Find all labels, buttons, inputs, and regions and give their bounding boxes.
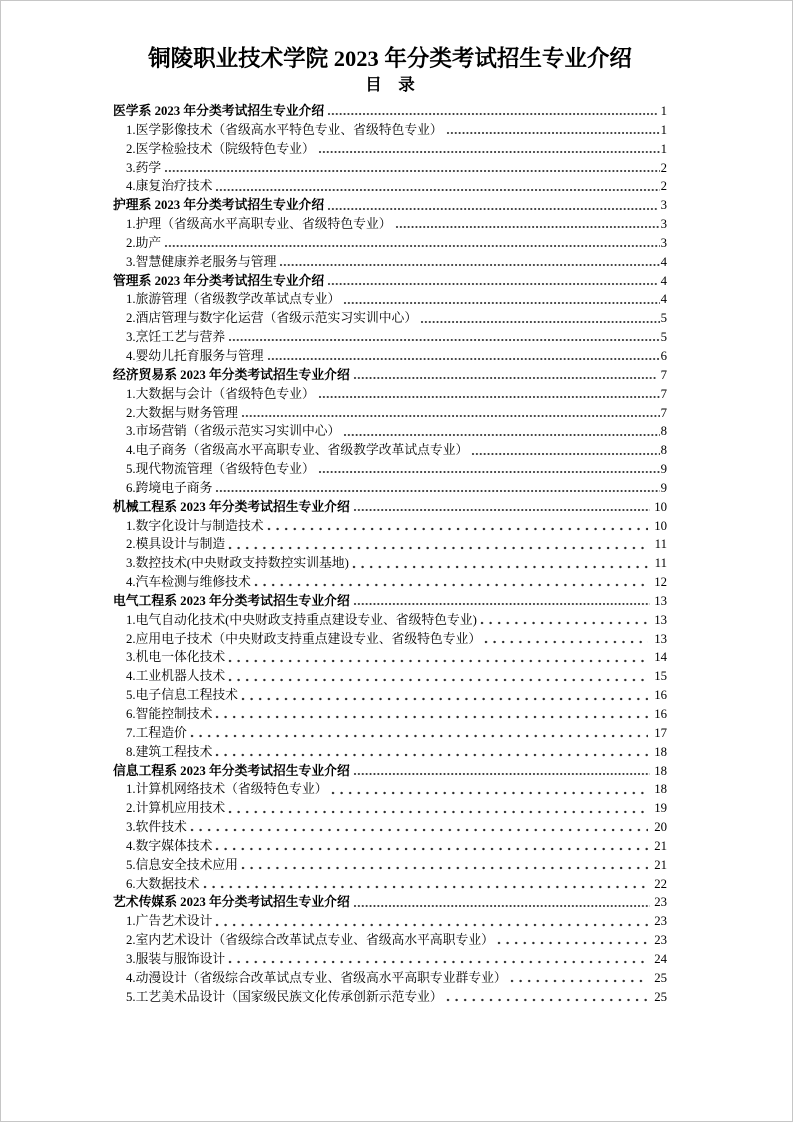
toc-item-entry[interactable] <box>113 554 667 573</box>
dot-leader <box>279 262 659 268</box>
toc-section-entry[interactable] <box>113 592 667 611</box>
dot-leader <box>510 978 648 984</box>
dot-leader <box>484 639 648 645</box>
page-number: 16 <box>654 688 667 703</box>
entry-label: 3.软件技术 <box>126 820 187 835</box>
toc-item-entry[interactable] <box>113 630 667 649</box>
entry-label: 4.汽车检测与维修技术 <box>126 575 251 590</box>
page-number: 13 <box>654 593 667 608</box>
entry-label: 4.数字媒体技术 <box>126 838 213 853</box>
page-number: 2 <box>660 160 667 175</box>
toc-item-entry[interactable] <box>113 253 667 272</box>
dot-leader <box>228 809 648 815</box>
page-number: 13 <box>654 631 667 646</box>
entry-label: 8.建筑工程技术 <box>126 744 213 759</box>
entry-label: 1.护理（省级高水平高职专业、省级特色专业） <box>126 217 392 232</box>
dot-leader <box>215 714 648 720</box>
entry-label: 信息工程系 2023 年分类考试招生专业介绍 <box>113 763 350 778</box>
dot-leader <box>471 451 659 457</box>
toc-item-entry[interactable] <box>113 573 667 592</box>
entry-label: 2.酒店管理与数字化运营（省级示范实习实训中心） <box>126 311 418 326</box>
entry-label: 1.医学影像技术（省级高水平特色专业、省级特色专业） <box>126 122 443 137</box>
page-number: 3 <box>660 217 667 232</box>
document-title: 铜陵职业技术学院 2023 年分类考试招生专业介绍 <box>148 46 632 71</box>
entry-label: 5.现代物流管理（省级特色专业） <box>126 462 315 477</box>
dot-leader <box>343 300 659 306</box>
toc-item-entry[interactable] <box>113 705 667 724</box>
dot-leader <box>446 130 660 136</box>
entry-label: 2.室内艺术设计（省级综合改革试点专业、省级高水平高职专业） <box>126 933 494 948</box>
dot-leader <box>318 149 660 155</box>
page-number: 1 <box>660 122 667 137</box>
page-number: 18 <box>654 782 667 797</box>
page-number: 21 <box>654 857 667 872</box>
dot-leader <box>480 620 648 626</box>
toc-item-entry[interactable] <box>113 215 667 234</box>
table-of-contents <box>113 102 667 1007</box>
dot-leader <box>420 319 659 325</box>
page-number: 9 <box>660 462 667 477</box>
entry-label: 1.旅游管理（省级教学改革试点专业） <box>126 292 341 307</box>
page-number: 25 <box>654 970 667 985</box>
dot-leader <box>190 827 648 833</box>
page-number: 20 <box>654 820 667 835</box>
entry-label: 1.数字化设计与制造技术 <box>126 518 264 533</box>
entry-label: 3.机电一体化技术 <box>126 650 226 665</box>
toc-item-entry[interactable] <box>113 799 667 818</box>
page-number: 22 <box>654 876 667 891</box>
page-number: 11 <box>654 537 667 552</box>
page-number: 1 <box>660 141 667 156</box>
toc-section-entry[interactable] <box>113 272 667 291</box>
dot-leader <box>228 959 648 965</box>
page-number: 1 <box>660 104 667 118</box>
dot-leader <box>353 375 657 381</box>
dot-leader <box>446 997 648 1003</box>
dot-leader <box>215 846 648 852</box>
entry-label: 1.大数据与会计（省级特色专业） <box>126 386 315 401</box>
entry-label: 艺术传媒系 2023 年分类考试招生专业介绍 <box>113 895 350 910</box>
dot-leader <box>228 658 648 664</box>
entry-label: 4.婴幼儿托育服务与管理 <box>126 348 264 363</box>
page-number: 9 <box>660 480 667 495</box>
toc-item-entry[interactable] <box>113 479 667 498</box>
dot-leader <box>353 601 650 607</box>
dot-leader <box>327 206 656 212</box>
toc-section-entry[interactable] <box>113 366 667 385</box>
dot-leader <box>164 168 659 174</box>
dot-leader <box>318 469 660 475</box>
entry-label: 2.医学检验技术（院级特色专业） <box>126 141 315 156</box>
dot-leader <box>331 790 649 796</box>
entry-label: 4.康复治疗技术 <box>126 179 213 194</box>
toc-item-entry[interactable] <box>113 667 667 686</box>
entry-label: 6.智能控制技术 <box>126 707 213 721</box>
toc-item-entry[interactable] <box>113 347 667 366</box>
entry-label: 2.助产 <box>126 235 162 250</box>
entry-label: 5.信息安全技术应用 <box>126 857 238 872</box>
toc-item-entry[interactable] <box>113 328 667 347</box>
page-number: 23 <box>654 914 667 929</box>
entry-label: 6.大数据技术 <box>126 876 200 891</box>
toc-section-entry[interactable] <box>113 893 667 912</box>
toc-item-entry[interactable] <box>113 743 667 762</box>
entry-label: 经济贸易系 2023 年分类考试招生专业介绍 <box>113 367 350 382</box>
page-number: 23 <box>654 933 667 948</box>
page-number: 15 <box>654 669 667 684</box>
page-number: 10 <box>654 499 667 514</box>
page-number: 2 <box>660 179 667 194</box>
dot-leader <box>241 696 648 702</box>
toc-item-entry[interactable] <box>113 309 667 328</box>
page-number: 7 <box>660 405 667 420</box>
entry-label: 2.模具设计与制造 <box>126 537 226 552</box>
entry-label: 4.工业机器人技术 <box>126 669 226 684</box>
dot-leader <box>352 564 649 570</box>
dot-leader <box>228 337 659 343</box>
dot-leader <box>228 677 648 683</box>
dot-leader <box>497 940 648 946</box>
entry-label: 5.工艺美术品设计（国家级民族文化传承创新示范专业） <box>126 989 443 1004</box>
toc-item-entry[interactable] <box>113 780 667 799</box>
toc-item-entry[interactable] <box>113 517 667 536</box>
entry-label: 机械工程系 2023 年分类考试招生专业介绍 <box>113 499 350 514</box>
toc-item-entry[interactable] <box>113 648 667 667</box>
toc-item-entry[interactable] <box>113 422 667 441</box>
page-number: 10 <box>654 518 667 533</box>
page-number: 3 <box>660 235 667 250</box>
entry-label: 2.大数据与财务管理 <box>126 405 238 420</box>
dot-leader <box>164 243 659 249</box>
dot-leader <box>228 545 648 551</box>
toc-item-entry[interactable] <box>113 290 667 309</box>
page-number: 23 <box>654 895 667 910</box>
toc-heading: 目 录 <box>365 75 415 94</box>
dot-leader <box>241 413 660 419</box>
page-number: 11 <box>654 556 667 571</box>
entry-label: 1.广告艺术设计 <box>126 914 213 929</box>
page-number: 8 <box>660 424 667 439</box>
toc-section-entry[interactable] <box>113 196 667 215</box>
entry-label: 3.药学 <box>126 160 162 175</box>
page-number: 17 <box>654 725 667 740</box>
page-number: 14 <box>654 650 667 665</box>
entry-label: 医学系 2023 年分类考试招生专业介绍 <box>113 104 325 118</box>
dot-leader <box>215 752 648 758</box>
dot-leader <box>215 488 659 494</box>
entry-label: 2.应用电子技术（中央财政支持重点建设专业、省级特色专业） <box>126 631 482 646</box>
toc-section-entry[interactable] <box>113 102 667 121</box>
page-number: 18 <box>654 744 667 759</box>
toc-item-entry[interactable] <box>113 686 667 705</box>
entry-label: 4.动漫设计（省级综合改革试点专业、省级高水平高职专业群专业） <box>126 970 507 985</box>
page-number: 4 <box>660 292 667 307</box>
toc-item-entry[interactable] <box>113 441 667 460</box>
toc-item-entry[interactable] <box>113 460 667 479</box>
entry-label: 3.服装与服饰设计 <box>126 951 226 966</box>
entry-label: 3.烹饪工艺与营养 <box>126 330 226 345</box>
dot-leader <box>241 865 648 871</box>
dot-leader <box>203 884 649 890</box>
toc-section-entry[interactable] <box>113 498 667 517</box>
page-number: 6 <box>660 348 667 363</box>
entry-label: 1.电气自动化技术(中央财政支持重点建设专业、省级特色专业) <box>126 612 477 627</box>
dot-leader <box>353 903 650 909</box>
dot-leader <box>267 526 649 532</box>
page-number: 19 <box>654 801 667 816</box>
page-number: 25 <box>654 989 667 1004</box>
page-number: 13 <box>654 612 667 627</box>
page-number: 12 <box>654 575 667 590</box>
dot-leader <box>254 582 648 588</box>
entry-label: 护理系 2023 年分类考试招生专业介绍 <box>113 198 325 213</box>
dot-leader <box>318 394 660 400</box>
page-number: 4 <box>660 273 667 288</box>
toc-item-entry[interactable] <box>113 856 667 875</box>
toc-item-entry[interactable] <box>113 385 667 404</box>
entry-label: 电气工程系 2023 年分类考试招生专业介绍 <box>113 593 350 608</box>
dot-leader <box>327 281 656 287</box>
entry-label: 3.数控技术(中央财政支持数控实训基地) <box>126 556 349 571</box>
page-number: 8 <box>660 443 667 458</box>
entry-label: 管理系 2023 年分类考试招生专业介绍 <box>113 273 325 288</box>
page-number: 5 <box>660 330 667 345</box>
toc-section-entry[interactable] <box>113 762 667 781</box>
entry-label: 1.计算机网络技术（省级特色专业） <box>126 782 328 797</box>
page-number: 4 <box>660 254 667 269</box>
toc-item-entry[interactable] <box>113 611 667 630</box>
entry-label: 2.计算机应用技术 <box>126 801 226 816</box>
toc-item-entry[interactable] <box>113 969 667 988</box>
page-number: 5 <box>660 311 667 326</box>
entry-label: 3.智慧健康养老服务与管理 <box>126 254 277 269</box>
toc-item-entry[interactable] <box>113 121 667 140</box>
toc-item-entry[interactable] <box>113 404 667 423</box>
entry-label: 4.电子商务（省级高水平高职专业、省级教学改革试点专业） <box>126 443 469 458</box>
dot-leader <box>353 507 650 513</box>
page-number: 18 <box>654 763 667 778</box>
toc-item-entry[interactable] <box>113 177 667 196</box>
toc-item-entry[interactable] <box>113 818 667 837</box>
dot-leader <box>190 733 648 739</box>
toc-item-entry[interactable] <box>113 875 667 894</box>
toc-item-entry[interactable] <box>113 931 667 950</box>
page-number: 7 <box>660 367 667 382</box>
dot-leader <box>215 922 648 928</box>
toc-item-entry[interactable] <box>113 912 667 931</box>
toc-item-entry[interactable] <box>113 535 667 554</box>
toc-item-entry[interactable] <box>113 234 667 253</box>
page-number: 24 <box>654 951 667 966</box>
entry-label: 7.工程造价 <box>126 725 187 740</box>
page-number: 3 <box>660 198 667 213</box>
toc-item-entry[interactable] <box>113 724 667 743</box>
dot-leader <box>343 432 659 438</box>
page-number: 7 <box>660 386 667 401</box>
entry-label: 3.市场营销（省级示范实习实训中心） <box>126 424 341 439</box>
toc-item-entry[interactable] <box>113 837 667 856</box>
page-number: 21 <box>654 838 667 853</box>
dot-leader <box>267 356 660 362</box>
toc-item-entry[interactable] <box>113 140 667 159</box>
dot-leader <box>327 111 656 117</box>
toc-item-entry[interactable] <box>113 159 667 178</box>
dot-leader <box>215 187 659 193</box>
page-number: 16 <box>654 707 667 721</box>
toc-item-entry[interactable] <box>113 988 667 1007</box>
toc-item-entry[interactable] <box>113 950 667 969</box>
dot-leader <box>395 224 660 230</box>
dot-leader <box>353 771 650 777</box>
entry-label: 5.电子信息工程技术 <box>126 688 238 703</box>
entry-label: 6.跨境电子商务 <box>126 480 213 495</box>
